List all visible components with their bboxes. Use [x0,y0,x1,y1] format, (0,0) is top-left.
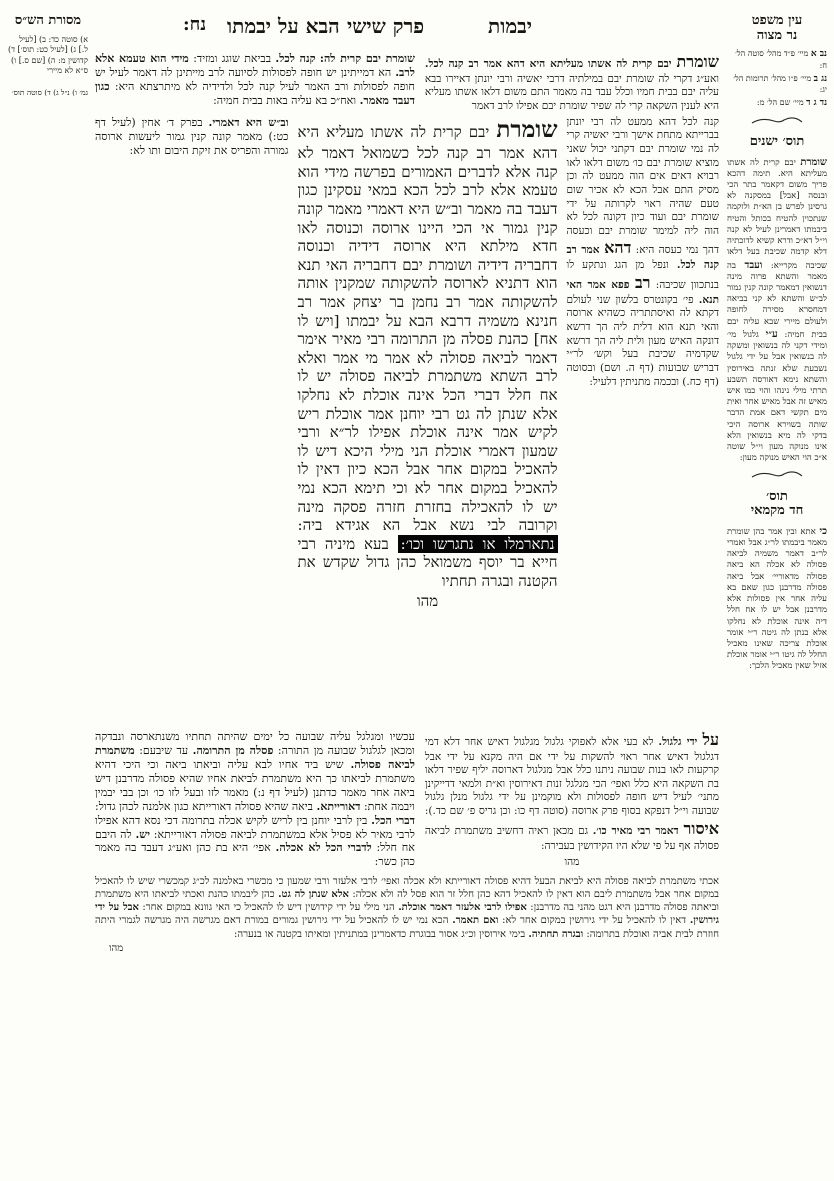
tosafot-yeshanim-title: תוס׳ ישנים [749,134,805,150]
ein-mishpat-title-line1: עין משפט [751,13,803,28]
left-margin-column [0,0,92,1181]
tosafot-column: קנה לכל דהא ממעט לה רבי יונתן בברייתא מתחת אישך ורבי יאשיה קרי לה נמי שומרת יבם דקתני יכול שאני מוציא שומרת יבם כו׳ משום דלאו לאו רבויא דאים אים הוה ממעט לה וכן מסיק התם אבל הכא לא אכיר שום טעם שהיה ראוי לקרותה על ידי שומרת יבם ועוד כיון דקונה לכל לא הוה ליה למימר שומרת יבם וכעסה דהך נמי כעסה היא: דהא אמר רב קנה לכל. ונפל מן הגג ונתקע לו בנתכוון שכיבה: רב פפא אמר האי תנא. פי׳ בקונטרס בלשון שני לעולם דקתא לה ואיסתתריה כשהיא ארוסה והאי תנא הוא דלית ליה הך דרשא דונקה האיש מעון ולית ליה הך דרשא שקדמיה שכיבת בעל וקש׳ לר״י דבריש שבועות (דף ה. ושם) ובסוטה (דף כח.) ובכמה מתניתין דלעיל: [566,115,719,388]
dibbur-lead-word: רב [634,272,651,292]
section-divider-ornament-icon [727,117,827,130]
dibbur-lead-word: דהא [604,238,632,258]
gemara-last-word: מהו [416,592,439,611]
ein-mishpat-entry: נג ב מיי׳ פ״ו מהל׳ תרומות הל׳ יג: [733,73,827,95]
masoret-references: א) סוטה כד: ב) [לעיל ל.] ג) [לעיל כט: תוס׳] ד) קדושין מ: ה) [שם ס.] ו) ס״א לא מיירי [8,34,88,76]
three-column-body [95,116,719,726]
ein-mishpat-title-line2: נר מצוה [756,27,798,43]
chapter-name: הבא על יבמתו [227,14,340,38]
rashi-top-block: שומרת יבם קרית לה: קנה לכל. בביאת שוגג ומזיד: מידי הוא טעמא אלא לרב. הא דמייתינן יש חופה לפסולות לסיועה לרב מייתינן לה דאמר לעיל יש חופה לפסולות ורב האמר לעיל קנה לכל ולדידיה לא מיתרצתא היא: כגון דעבד מאמר. ואח״כ בא עליה באות בבית חמיה: [95,52,415,107]
tosafot-chad-title-line1: תוס׳ [766,488,788,504]
perek-label: פרק שישי [347,14,425,38]
dibbur-lead-word: שומרת [496,115,558,143]
masoret-gloss-notes: גמ׳ ו) נ״ל ג) ד) סוטה תוס׳ [11,87,88,97]
ein-mishpat-entry: נד ג ד מיי׳ שם הל׳ מ: [756,97,827,108]
gemara-text: שומרת יבם קרית לה אשתו מעליא היא דהא אמר רב קנה לכל כשמואל דאמר לא קנה אלא לדברים האמורים בפרשה מידי הוא טעמא אלא לרב לכל הכא במאי עסקינן כגון דעבד בה מאמר וב״ש היא דאמרי מאמר קונה קנין גמור אי הכי היינו ארוסה וכנוסה לאו חדא מילתא היא ארוסה דידיה וכנוסה דחבריה דידיה ושומרת יבם דחבריה האי תנא הוא דתניא לארוסה להשקותה שמקנין אותה להשקותה אמר רב נחמן בר יצחק אמר רב חנינא משמיה דרבא הבא על יבמתו [ויש לו אח] כהנת פסלה מן התרומה רבי מאיר אימר דאמר לביאה פסולה לא אמר מי אמר ואלא לרב השתא משתמרת לביאה פסולה יש לו אח חלל דברי הכל אינה אוכלת לא נחלקו אלא שנתן לה גט רבי יוחנן אמר אוכלת ריש לקיש אמר אינה אוכלת אפילו לר״א ורבי שמעון דאמרי אוכלת הני מילי היכא דיש לו להאכיל במקום אחר אבל הכא כיון דאין לו להאכיל במקום אחר לא וכי תימא הכא נמי יש לו להאכילה בחזרת חזרה פסקה מינה וקרובה לבי נשא אבל הא אגידא ביה: נתארמלו או נתגרשו וכו׳: בעא מיניה רבי חייא בר יוסף משמואל כהן גדול שקדש את הקטנה ובגרה תחתיו [297,115,558,590]
tosafot-chad-title-line2: חד מקמאי [750,503,804,519]
tosafot-top-block: שומרת יבם קרית לה אשתו מעליתא היא דהא אמר רב קנה לכל. ואע״ג דקרי לה שומרת יבם במילתיה דרבי יאשיה ורבי יונתן דאיירו בבא עליה יבם בבית חמיו וכלל עבד בה מאמר התם משום דלאו אשתו מעליא היא לענין השקאה קרי לה שפיר שומרת יבם אפילו לרב דאמר [424,52,719,113]
tosafot-lead-word: מהו [564,856,580,869]
rashi-column: וב״ש היא דאמרי. בפרק ד׳ אחין (לעיל דף כט:) מאמר קונה קנין גמור ליעשות ארוסה גמורה והפריס את זיקת היבום ותו לא: [94,115,289,157]
highlighted-text: נתארמלו או נתגרשו וכו׳: [398,535,558,553]
page-header [95,0,719,50]
tosafot-chad-mekamai-title [727,490,827,519]
gemara-column [298,116,558,611]
bottom-commentary-text: אכתי משתמרת לביאה פסולה היא לביאת הבעל דהיא פסולה דאורייתא ולא אכלה ואפי׳ לרבי אלעזר ורבי שמעון כי מכשרי באלמנה לכ״ג קמכשרי שיש לו להאכיל במקום אחר אבל משתמרת ליבם הוא דאין לו להאכיל דהא כהן חלל זר הוא פסל לה ולא אכלה: אלא שנתן לה גט. כהן ליבמתו כהנת ואכתי לביאתו היא משתמרת וביאתה פסולה מדרבנן היא דגט מהני בה מדרבנן: אפילו לרבי אלעזר דאמר אוכלת. הני מילי על ידי קידושין דיש לו להאכיל כי האי גוונא במקום אחר: אבל על ידי גירושין. דאין לו להאכיל על ידי גירושין במקום אחר לא: ואם תאמר. הכא נמי יש לו להאכיל על ידי גירושין גמורים במורת דאם מגרשה היה מגרשה לגמרי היתה חוזרת לבית אביה ואוכלת בתרומה: ובגרה תחתיה. בימי אירוסין וכ״ג אסור בבוגרת כדאמרינן במתניתין ומאיתו בקטנה או בנערה: [95,875,720,940]
commentary-top-row [95,52,719,114]
full-width-bottom-row [95,875,719,954]
dibbur-lead-word: איסור [683,818,720,838]
ein-mishpat-title [727,14,827,43]
tosafot-chad-mekamai-text: כי אתא ובין אמר בהן שומרת מאמר ביבמתו לר״ג אבל ואמרי לר״ב דאמר משמיה לביאה פסולה לא אכלה הא ביאה פסולה מדאוריי׳ אבל ביאה פסולה מדרבנן כגון שאם בא עליה אחר אין פסולות אלא מדרבנן אבל יש לו אח חלל דיה אינה אוכלת לא נחלקו אלא בנתן לה גיטה ר״י אומר אוכלת צריכה שאינו מאכיל החלל לה גיטו ר״י אומר אוכלת אזיל שאין מאכיל הלכך: [727,525,827,672]
rashi-bottom-block: עכשיו ומגלגל עליה שבועה כל ימים שהיתה תחתיו משנתארסה ונבדקה ומכאן לגלגול שבועה מן התורה: פסלה מן התרומה. עד שיבעם: משתמרת לביאה פסולה. שיש ביד אחיו לבא עליה וביאתו ביאה וכי היכי דהיא משתמרת לביאתו כך היא משתמרת לביאת אחיו שהיא פסולה מדרבנן דיש ביאה אחר מאמר כדתנן (לעיל דף נ:) מאמר לזו ובעל לזו כו׳ וכן בבי יבמין ויבמה אחת: דאורייתא. ביאה שהיא פסולה דאורייתא כגון אלמנה לכהן גדול: דברי הכל. בין לרבי יוחנן בין לריש לקיש אכלה בתרומה דכי נסא דהא אפילו לרבי מאיר לא פסיל אלא במשתמרת לביאה פסולה דאורייתא: יש. לה היבם אח חלל: לדברי הכל לא אכלה. אפי׳ היא בת כהן ואע״ג דעבד בה מאמר כהן כשר: [95,729,415,869]
page-catchword: מהו [109,942,124,954]
ein-mishpat-entry: נב א מיי׳ פ״ד מהל׳ סוטה הל׳ ח: [735,49,827,70]
dibbur-lead-word: על [702,729,719,749]
tosafot-bottom-block [425,730,719,870]
section-divider-ornament-icon [727,471,827,484]
masoret-hashas-title: מסורת הש״ס [14,13,82,28]
tosafot-yeshanim-text: שומרת יבם קרית לה אשתו מעליתא היא. תימה דהכא פריך משום דקאמר בתר הכי ובנסה [אבל] במסקנה לא גרסינן לפרש בן הא״ת ולוקמה שנתכוין להטיח בכותל והטיח ביבמתו דאמרינן לעיל לא קנה וי״ל דא״כ ודרא קשיא לדוכתיה דלא קדמה שכיבת בעל דלאו שכיבה מקרייא: ועבד בה מאמר והשתא פרוה מינה דנשואין דמאמר קונה קנין גמור לב״ש והשתא לא קני בביאה דמחסרא מסירה לחופה ולעולם מיירי שבא עליה יבם בבית חמיה: ע״י גלגול מי׳ ומידי דקני לה בנשואין ומשקה לה בנשואין אבל על ידי גלגול נשבעת שלא זנתה באירוסין והשתא נימא דאורסה תשבע תרתי מילי נינהו והוי כמו איש מאיש זה אבל מאיש אחר ואית מים תקשי דאם אמת הדבר שותה בשוירא ארוסה היכי בדקי לה מיא בנשואין הלא אינו מנוקה מעון וי״ל שוטה א״כ הוי האיש מנוקה מעון: [727,156,827,464]
commentary-bottom-row [95,730,719,870]
tosafot-bottom-text: על ידי גלגול. לא בעי אלא לאפוקי גלגול מגלגול דאיש אחר דלא דמי דגלגול דאיש אחר ראוי להשקות על ידי אם היה מקנא על ידי אבל קרקעות לאו בנות שבועה ניתנו כלל אבל מגלגול דארוסה יליף שפיר דלאו בת השקאה היא כלל ואפי׳ הכי מגלגל זנות דאירוסין וא״ת ולמאי דדייקינן מתני׳ לעיל דיש חופה לפסולות ולא מוקמינן על ידי גלגול מנלן גלגול שבועה וי״ל דנפקא בסוף פרק ארוסה (סוטה דף כו: וכן גריס פ׳ שם כד.): איסור דאמר רבי מאיר כו׳. גם מכאן ראיה דחשיב משתמרת לביאה פסולה אף על פי שלא היו הקידושין בעבירה: [424,729,720,852]
dibbur-lead-word: שומרת [676,52,719,71]
masechet-name: יבמות [488,14,533,38]
daf-number: נח: [183,14,207,35]
right-margin-column [722,0,834,1181]
main-text-area [92,0,722,1181]
